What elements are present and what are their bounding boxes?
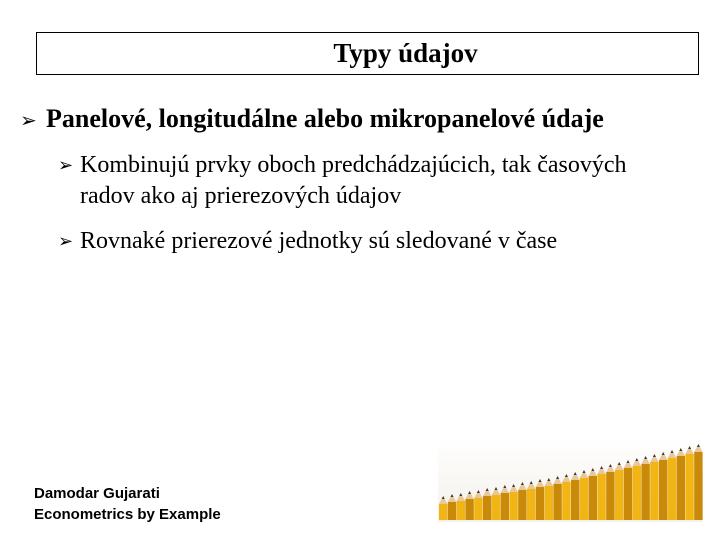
pencil-body <box>483 496 491 520</box>
pencil-body <box>509 492 517 520</box>
pencil-body <box>668 458 676 520</box>
footer-book: Econometrics by Example <box>34 506 221 523</box>
slide-title: Typy údajov <box>333 38 478 68</box>
pencil-body <box>457 501 465 520</box>
pencil-body <box>694 452 702 520</box>
pencil-body <box>492 495 500 520</box>
pencil-body <box>527 489 535 520</box>
pencil-body <box>465 499 473 520</box>
pencil-body <box>439 504 447 520</box>
main-bullet <box>20 104 710 134</box>
arrow-bullet-icon: ➢ <box>58 155 74 176</box>
sub-bullet-2-text: Rovnaké prierezové jednotky sú sledované v čase <box>80 228 558 254</box>
pencil-body <box>677 456 685 520</box>
pencil-body <box>615 470 623 520</box>
pencil-body <box>536 487 544 520</box>
pencil-body <box>606 472 614 520</box>
pencil-body <box>553 484 561 520</box>
pencil-body <box>571 480 579 520</box>
pencil-body <box>448 502 456 520</box>
pencil-body <box>597 474 605 520</box>
arrow-bullet-icon: ➢ <box>58 231 74 252</box>
main-bullet-text: Panelové, longitudálne alebo mikropanelové údaje <box>46 104 604 133</box>
pencil-body <box>545 486 553 520</box>
footer-author: Damodar Gujarati <box>34 485 160 502</box>
title-box <box>36 32 699 75</box>
arrow-bullet-icon: ➢ <box>20 108 37 132</box>
pencil-body <box>518 490 526 520</box>
pencil-body <box>501 493 509 520</box>
pencil-body <box>650 462 658 520</box>
pencil-body <box>562 482 570 520</box>
pencil-body <box>474 498 482 520</box>
sub-bullet-1 <box>58 150 678 212</box>
footer-credit <box>34 483 221 525</box>
pencils-bar-chart-image <box>438 438 703 522</box>
pencil-body <box>641 464 649 520</box>
pencil-body <box>685 454 693 520</box>
pencil-body <box>659 460 667 520</box>
pencil-body <box>589 476 597 520</box>
pencil-body <box>580 478 588 520</box>
sub-bullet-1-text: Kombinujú prvky oboch predchádzajúcich, tak časových radov ako aj prierezových údajov <box>80 152 627 209</box>
pencil-body <box>633 466 641 520</box>
pencil-body <box>624 468 632 520</box>
sub-bullet-2 <box>58 226 678 257</box>
